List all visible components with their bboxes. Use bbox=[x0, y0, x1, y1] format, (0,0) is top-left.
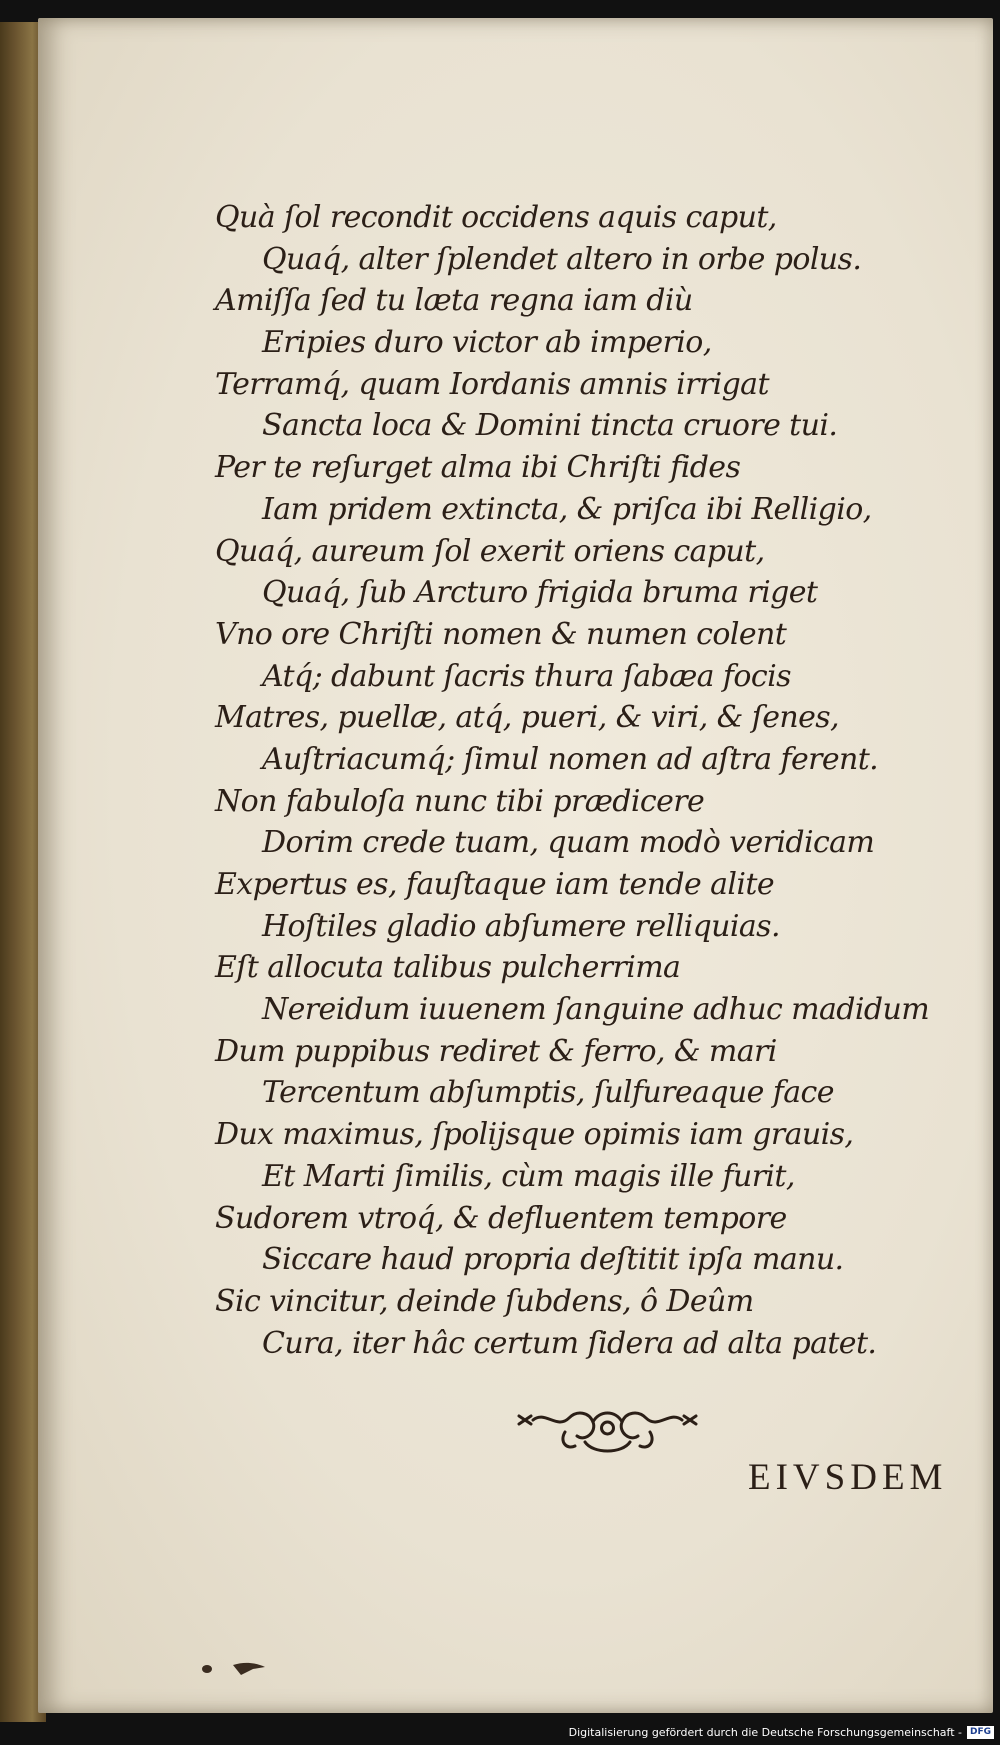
verse-line: Matres, puellæ, atq́, pueri, & viri, & ſenes, bbox=[215, 700, 839, 736]
verse-line: Quà ſol recondit occidens aquis caput, bbox=[215, 200, 777, 235]
credit-text: Digitalisierung gefördert durch die Deutsche Forschungsgemeinschaft - bbox=[568, 1726, 962, 1739]
verse-line: Cura, iter hâc certum ſidera ad alta patet. bbox=[262, 1325, 877, 1361]
verse-line: Eſt allocuta talibus pulcherrima bbox=[215, 950, 681, 986]
verse-line: Tercentum abſumptis, ſulfureaque face bbox=[262, 1075, 834, 1111]
verse-line: Vno ore Chriſti nomen & numen colent bbox=[215, 616, 787, 652]
verse-line: Amiſſa ſed tu læta regna iam diù bbox=[215, 283, 693, 319]
verse-line: Quaq́, ſub Arcturo frigida bruma riget bbox=[262, 575, 818, 611]
poem-text bbox=[215, 197, 975, 1364]
verse-line: Nereidum iuuenem ſanguine adhuc madidum bbox=[262, 992, 930, 1028]
printers-ornament-icon bbox=[515, 1402, 700, 1458]
verse-line: Sancta loca & Domini tincta cruore tui. bbox=[262, 408, 838, 444]
digitization-credit bbox=[569, 1726, 994, 1739]
catchword: EIVSDEM bbox=[748, 1457, 948, 1498]
verse-line: Per te reſurget alma ibi Chriſti fides bbox=[215, 450, 741, 486]
verse-line: Hoſtiles gladio abſumere relliquias. bbox=[262, 908, 780, 944]
verse-line: Quaq́, aureum ſol exerit oriens caput, bbox=[215, 533, 765, 569]
verse-line: Non fabuloſa nunc tibi prædicere bbox=[215, 783, 705, 819]
verse-line: Terramq́, quam Iordanis amnis irrigat bbox=[215, 366, 769, 402]
ink-smudge bbox=[195, 1655, 285, 1685]
verse-line: Sic vincitur, deinde ſubdens, ô Deûm bbox=[215, 1283, 754, 1319]
verse-line: Expertus es, fauſtaque iam tende alite bbox=[215, 867, 774, 902]
verse-line: Sudorem vtroq́, & defluentem tempore bbox=[215, 1200, 787, 1236]
verse-line: Et Marti ſimilis, cùm magis ille furit, bbox=[262, 1158, 795, 1194]
dfg-logo-icon: DFG bbox=[967, 1726, 994, 1739]
verse-line: Eripies duro victor ab imperio, bbox=[262, 325, 712, 361]
verse-line: Siccare haud propria deſtitit ipſa manu. bbox=[262, 1242, 844, 1278]
verse-line: Quaq́, alter ſplendet altero in orbe polus. bbox=[262, 241, 862, 277]
verse-line: Iam pridem extincta, & priſca ibi Relligio, bbox=[262, 491, 872, 527]
verse-line: Atq́; dabunt ſacris thura ſabæa focis bbox=[262, 658, 791, 694]
verse-line: Auſtriacumq́; ſimul nomen ad aſtra ferent. bbox=[262, 741, 879, 777]
verse-line: Dux maximus, ſpolijsque opimis iam grauis, bbox=[215, 1117, 854, 1153]
verse-line: Dorim crede tuam, quam modò veridicam bbox=[262, 825, 875, 861]
verse-line: Dum puppibus rediret & ferro, & mari bbox=[215, 1033, 777, 1069]
